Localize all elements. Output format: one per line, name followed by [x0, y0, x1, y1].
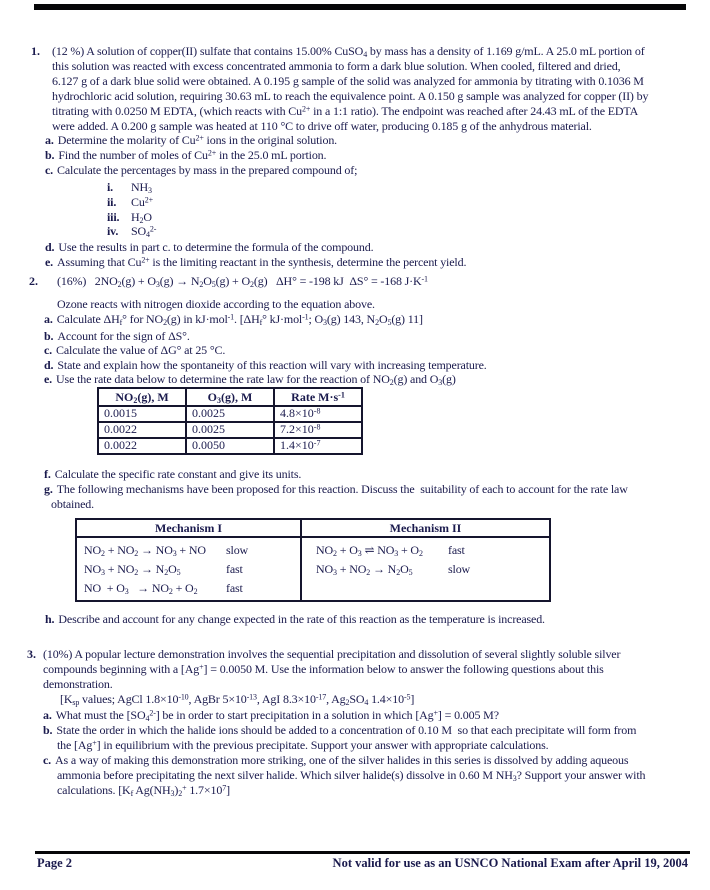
footer-validity-note: Not valid for use as an USNCO National Exam after April 19, 2004 — [332, 856, 688, 870]
q1-item-iv — [107, 224, 156, 239]
part-text: Find the number of moles of $Cu^{2+}$ in the 25.0 mL portion. — [58, 148, 327, 162]
q1-para-line: 6.127 g of a dark blue solid were obtained. A 0.195 g sample of the solid was analyzed for ammonia by titrating with 0.1036 M — [52, 74, 644, 88]
step-equation: $NO_3 + NO_2 \to N_2O_5$ — [84, 562, 181, 577]
part-text: Use the rate data below to determine the rate law for the reaction of $NO_2(g)$ and $O_3(g)$ — [56, 372, 456, 387]
part-label: c. — [44, 343, 53, 357]
step-speed: fast — [448, 543, 465, 557]
q3-number: 3. — [27, 647, 36, 661]
q3-part-a — [43, 708, 499, 723]
mechanism-step — [84, 560, 300, 579]
step-speed: slow — [448, 562, 471, 576]
part-label: g. — [44, 482, 53, 496]
q3-para-line: compounds beginning with a [Ag+] = 0.0050 M. Use the information below to answer the following questions about this — [43, 662, 604, 676]
q2-part-e — [44, 372, 456, 387]
part-text: Determine the molarity of $Cu^{2+}$ ions in the original solution. — [57, 133, 338, 147]
cell: 0.0015 — [98, 406, 186, 422]
q2-part-c — [44, 343, 225, 358]
part-text: Describe and account for any change expected in the rate of this reaction as the temperature is increased. — [58, 612, 545, 626]
part-text: State and explain how the spontaneity of this reaction will vary with increasing temperature. — [57, 358, 487, 372]
cell: 0.0025 — [186, 422, 274, 438]
part-label: d. — [44, 358, 54, 372]
rate-table-header-row — [98, 388, 362, 406]
q2-part-g-cont: obtained. — [51, 497, 94, 511]
item-formula: $Cu^{2+}$ — [131, 195, 153, 209]
part-label: e. — [45, 255, 54, 269]
part-label: h. — [45, 612, 55, 626]
q1-part-b — [45, 148, 326, 163]
item-number: iii. — [107, 210, 120, 224]
q1-para-line: were added. A 0.200 g sample was heated at 110 °C to drive off water, producing 0.185 g of the anhydrous material. — [52, 119, 592, 133]
cell: $1.4\times 10^{-7}$ — [274, 438, 362, 454]
q2-number: 2. — [29, 274, 38, 288]
part-label: d. — [45, 240, 55, 254]
mechanism-1-header: Mechanism I — [76, 519, 301, 537]
item-formula: $SO_4^{2-}$ — [131, 224, 157, 239]
part-label: f. — [44, 467, 51, 481]
part-label: a. — [44, 312, 53, 326]
cell: 0.0022 — [98, 438, 186, 454]
step-speed: fast — [226, 562, 243, 576]
part-text: State the order in which the halide ions should be added to a concentration of 0.10 M so that each precipitate will form from — [56, 723, 637, 737]
cell: $7.2\times 10^{-8}$ — [274, 422, 362, 438]
part-label: a. — [45, 133, 54, 147]
q2-intro: Ozone reacts with nitrogen dioxide according to the equation above. — [57, 297, 375, 311]
top-rule — [34, 4, 686, 10]
q1-part-e — [45, 255, 466, 270]
q2-part-g — [44, 482, 628, 497]
item-number: i. — [107, 180, 114, 194]
q3-part-c — [43, 753, 628, 768]
q1-part-d — [45, 240, 373, 255]
step-equation: NO + $O_3 \to NO_2 + O_2$ — [84, 581, 198, 596]
item-formula: $NH_3$ — [131, 180, 152, 195]
part-label: e. — [44, 372, 53, 386]
step-equation: $NO_2 + NO_2 \to NO_3$ + NO — [84, 543, 206, 558]
mechanism-2-cell — [301, 537, 550, 601]
rate-table-row — [98, 406, 362, 422]
q2-part-b — [44, 329, 190, 344]
part-text: Calculate $\Delta H_f^\circ$ for $NO_2(g)$ in kJ·mol$^{-1}$. [$\Delta H_f^\circ$ kJ·mol$^{-1}$; $O_3(g)$ 143, $N_2O_5(g)$ 11] — [56, 312, 423, 327]
part-text: Account for the sign of ΔS°. — [57, 329, 190, 343]
mechanism-body-row — [76, 537, 550, 601]
mechanism-step — [316, 560, 549, 579]
rate-data-table — [97, 387, 363, 455]
part-text: Assuming that $Cu^{2+}$ is the limiting reactant in the synthesis, determine the percent yield. — [57, 255, 467, 269]
cell: 0.0050 — [186, 438, 274, 454]
part-text: Calculate the value of ΔG° at 25 °C. — [56, 343, 226, 357]
q1-number: 1. — [31, 44, 40, 58]
cell: 0.0022 — [98, 422, 186, 438]
mechanism-2-header: Mechanism II — [301, 519, 550, 537]
q2-part-a — [44, 312, 423, 327]
rate-header-o3: $O_3(g)$, M — [186, 388, 274, 406]
q1-para-line: this solution was reacted with excess concentrated ammonia to form a dark blue solution. When cooled, filtered and dried, — [52, 59, 621, 73]
q2-part-d — [44, 358, 487, 373]
part-text: What must the $[SO_4^{2-}]$ be in order to start precipitation in a solution in which [Ag+] = 0.005 M? — [55, 708, 499, 723]
q2-part-h — [45, 612, 545, 627]
mechanism-step — [84, 541, 300, 560]
q3-part-b-cont: the [Ag+] in equilibrium with the previous precipitate. Support your answer with appropriate calculations. — [57, 738, 549, 752]
q1-para-line: titrating with 0.0250 M EDTA, (which reacts with $Cu^{2+}$ in a 1:1 ratio). The endpoint was reached after 24.43 mL of the EDTA — [52, 104, 639, 118]
mechanism-step — [84, 579, 300, 598]
part-text: Calculate the specific rate constant and give its units. — [54, 467, 302, 481]
mechanism-step — [316, 541, 549, 560]
mechanism-1-cell — [76, 537, 301, 601]
item-number: iv. — [107, 224, 119, 238]
q2-part-f — [44, 467, 301, 482]
q1-part-a — [45, 133, 337, 148]
cell: $4.8\times 10^{-8}$ — [274, 406, 362, 422]
part-label: b. — [44, 329, 54, 343]
q1-item-i — [107, 180, 152, 195]
q3-part-c-cont: ammonia before precipitating the next silver halide. Which silver halide(s) dissolve in 0.60 M $NH_3$? Support your answer with — [57, 768, 646, 783]
q1-part-c — [45, 163, 357, 178]
part-text: Calculate the percentages by mass in the prepared compound of; — [57, 163, 358, 177]
part-text: Use the results in part c. to determine the formula of the compound. — [58, 240, 374, 254]
part-label: c. — [45, 163, 54, 177]
q1-item-iii — [107, 210, 152, 225]
q3-part-b — [43, 723, 636, 738]
mechanism-table — [75, 518, 551, 602]
part-text: As a way of making this demonstration more striking, one of the silver halides in this series is dissolved by adding aqueous — [55, 753, 629, 767]
cell: 0.0025 — [186, 406, 274, 422]
part-text: The following mechanisms have been proposed for this reaction. Discuss the suitability of each to account for the rate law — [56, 482, 628, 496]
rate-table-row — [98, 438, 362, 454]
step-speed: slow — [226, 543, 249, 557]
q3-para-line: (10%) A popular lecture demonstration involves the sequential precipitation and dissolution of several slightly soluble silver — [43, 647, 621, 661]
q1-para-line: (12 %) A solution of copper(II) sulfate that contains 15.00% CuSO$_4$ by mass has a density of 1.169 g/mL. A 25.0 mL portion of — [52, 44, 645, 59]
footer-page-number: Page 2 — [37, 856, 73, 870]
q3-para-line: demonstration. — [43, 677, 113, 691]
part-label: a. — [43, 708, 52, 722]
step-equation: $NO_2 + O_3$ ⇌ $NO_3 + O_2$ — [316, 543, 423, 558]
rate-header-no2: $NO_2(g)$, M — [98, 388, 186, 406]
rate-header-rate: Rate $M\cdot s^{-1}$ — [274, 388, 362, 406]
footer-rule — [35, 851, 690, 854]
step-speed: fast — [226, 581, 243, 595]
item-number: ii. — [107, 195, 117, 209]
q1-para-line: hydrochloric acid solution, requiring 30.63 mL to reach the equivalence point. A 0.150 g sample was analyzed for copper (II) by — [52, 89, 649, 103]
item-formula: $H_2O$ — [131, 210, 152, 225]
part-label: b. — [43, 723, 53, 737]
rate-table-row — [98, 422, 362, 438]
q3-part-c-cont: calculations. [$K_f$ $Ag(NH_3)_2^+$ $1.7\times 10^7$] — [57, 783, 230, 798]
q1-item-ii — [107, 195, 153, 210]
q2-equation: (16%) $2NO_2(g) + O_3(g) \to N_2O_5(g) + O_2(g) \Delta H^\circ = -198$ kJ ΔS° = -168 $J\cdot K^{-1}$ — [57, 274, 428, 289]
q3-ksp-values: [$K_{sp}$ values; AgCl $1.8\times 10^{-10}$, AgBr $5\times 10^{-13}$, AgI $8.3\times 10^{-17}$, $Ag_2SO_4$ $1.4\times 10^{-5}$] — [60, 692, 415, 707]
mechanism-header-row — [76, 519, 550, 537]
step-equation: $NO_3 + NO_2 \to N_2O_5$ — [316, 562, 413, 577]
part-label: b. — [45, 148, 55, 162]
part-label: c. — [43, 753, 52, 767]
